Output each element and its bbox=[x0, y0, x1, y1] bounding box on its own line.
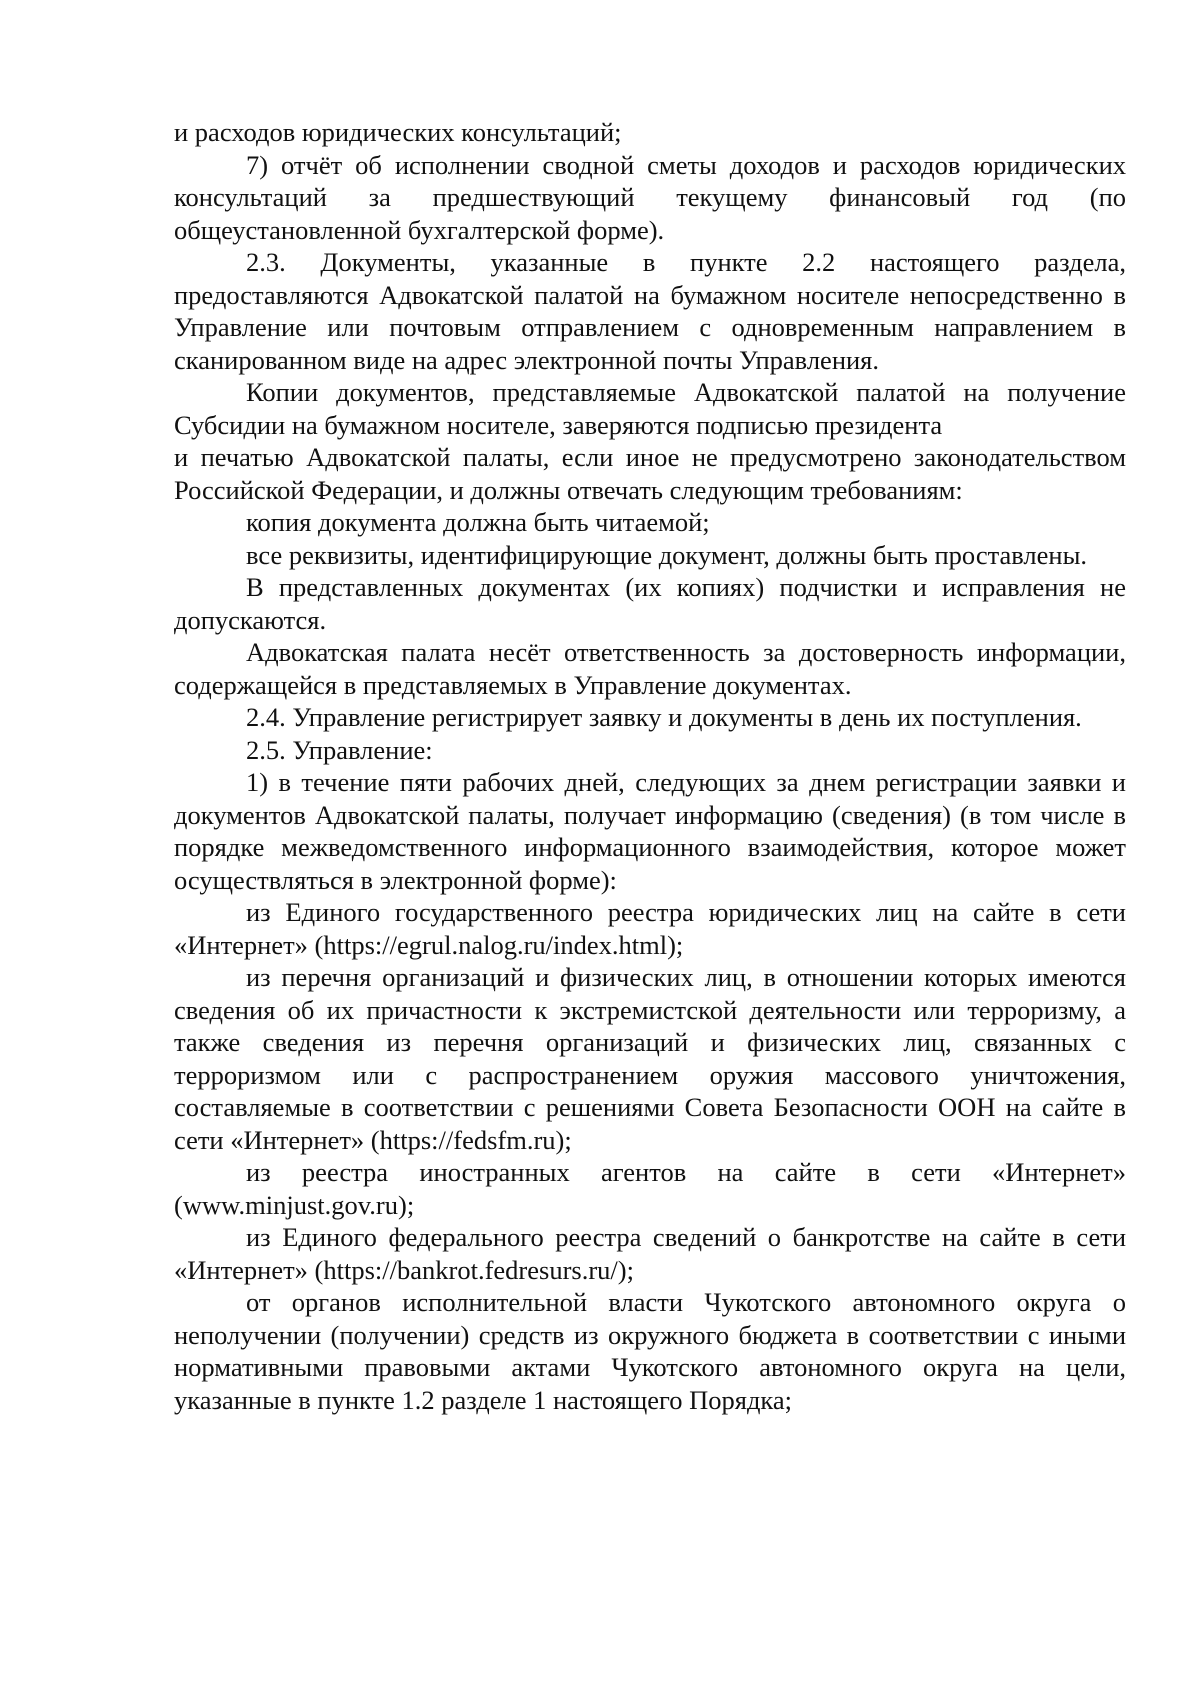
paragraph-copies: Копии документов, представляемые Адвокатской палатой на получение Субсидии на бумажном носителе, заверяются подписью президента bbox=[174, 377, 1126, 440]
paragraph-continuation: и расходов юридических консультаций; bbox=[174, 117, 622, 147]
paragraph-2-5-item-1: 1) в течение пяти рабочих дней, следующих за днем регистрации заявки и документов Адвокатской палаты, получает информацию (сведения) (в том числе в порядке межведомственного информационного взаимодействия, которое может осуществляться в электронной форме): bbox=[174, 767, 1126, 895]
paragraph-readable: копия документа должна быть читаемой; bbox=[246, 507, 710, 537]
paragraph-item-7: 7) отчёт об исполнении сводной сметы доходов и расходов юридических консультаций за предшествующий текущему финансовый год (по общеустановленной бухгалтерской форме). bbox=[174, 149, 1126, 245]
paragraph-no-corrections: В представленных документах (их копиях) подчистки и исправления не допускаются. bbox=[174, 572, 1126, 635]
paragraph-2-4: 2.4. Управление регистрирует заявку и документы в день их поступления. bbox=[246, 702, 1082, 732]
paragraph-extremism-list: из перечня организаций и физических лиц, в отношении которых имеются сведения об их причастности к экстремистской деятельности или терроризму, а также сведения из перечня организаций и физических лиц, связанных с терроризмом или с распространением оружия массового уничтожения, составляемые в соответствии с решениями Совета Безопасности ООН на сайте в сети «Интернет» (https://fedsfm.ru); bbox=[174, 962, 1126, 1155]
paragraph-responsibility: Адвокатская палата несёт ответственность за достоверность информации, содержащейся в представляемых в Управление документах. bbox=[174, 637, 1126, 700]
document-page bbox=[174, 116, 1126, 1416]
paragraph-executive-bodies: от органов исполнительной власти Чукотского автономного округа о неполучении (получении) средств из окружного бюджета в соответствии с иными нормативными правовыми актами Чукотского автономного округа на цели, указанные в пункте 1.2 разделе 1 настоящего Порядка; bbox=[174, 1287, 1126, 1415]
paragraph-2-3: 2.3. Документы, указанные в пункте 2.2 настоящего раздела, предоставляются Адвокатской палатой на бумажном носителе непосредственно в Управление или почтовым отправлением с одновременным направлением в сканированном виде на адрес электронной почты Управления. bbox=[174, 247, 1126, 375]
paragraph-foreign-agents: из реестра иностранных агентов на сайте в сети «Интернет» (www.minjust.gov.ru); bbox=[174, 1157, 1126, 1220]
paragraph-requisites: все реквизиты, идентифицирующие документ, должны быть проставлены. bbox=[246, 539, 1088, 570]
paragraph-2-5: 2.5. Управление: bbox=[246, 734, 433, 765]
paragraph-requirements: и печатью Адвокатской палаты, если иное не предусмотрено законодательством Российской Федерации, и должны отвечать следующим требованиям: bbox=[174, 442, 1126, 505]
paragraph-egrul: из Единого государственного реестра юридических лиц на сайте в сети «Интернет» (https://egrul.nalog.ru/index.html); bbox=[174, 897, 1126, 960]
paragraph-bankruptcy: из Единого федерального реестра сведений о банкротстве на сайте в сети «Интернет» (https://bankrot.fedresurs.ru/); bbox=[174, 1222, 1126, 1285]
